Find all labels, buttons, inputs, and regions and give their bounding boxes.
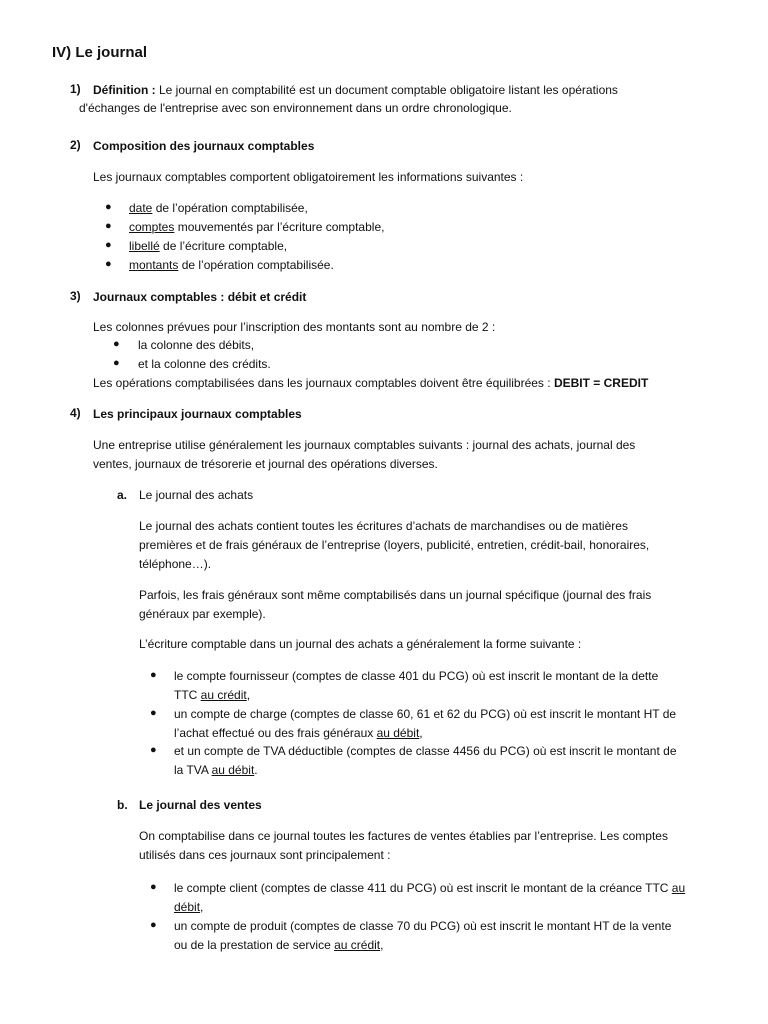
section-3-heading: Journaux comptables : débit et crédit	[93, 290, 307, 304]
section-3-closing: Les opérations comptabilisées dans les journaux comptables doivent être équilibrées : DEBIT = CREDIT	[93, 376, 649, 390]
subsection-b-heading: Le journal des ventes	[139, 798, 262, 812]
sales-bullet1-line1: le compte client (comptes de classe 411 du PCG) où est inscrit le montant de la créance TTC au	[174, 881, 686, 895]
purchases-bullet2-line2: l’achat effectué ou des frais généraux au débit,	[174, 726, 423, 740]
list-item: date de l’opération comptabilisée,	[129, 201, 308, 215]
page-title: IV) Le journal	[52, 44, 148, 61]
purchases-p1-line2: premières et de frais généraux de l’entreprise (loyers, publicité, entretien, crédit-bail, honoraires,	[139, 538, 650, 552]
purchases-bullet3-line2: la TVA au débit.	[174, 763, 258, 777]
bullet-icon: ●	[113, 338, 120, 350]
bullet-icon: ●	[150, 881, 157, 893]
purchases-bullet1-line1: le compte fournisseur (comptes de classe 401 du PCG) où est inscrit le montant de la dette	[174, 669, 659, 683]
purchases-p2-line2: généraux par exemple).	[139, 607, 266, 621]
purchases-p2-line1: Parfois, les frais généraux sont même comptabilisés dans un journal spécifique (journal des frais	[139, 588, 652, 602]
bullet-icon: ●	[105, 258, 112, 270]
sales-p1-line2: utilisés dans ces journaux sont principalement :	[139, 848, 391, 862]
list-item: comptes mouvementés par l’écriture comptable,	[129, 220, 385, 234]
section-4-intro-line1: Une entreprise utilise généralement les journaux comptables suivants : journal des achats, journal des	[93, 438, 636, 452]
definition-text-line2: d'échanges de l'entreprise avec son environnement dans un ordre chronologique.	[79, 101, 512, 115]
section-1-number: 1)	[70, 82, 81, 96]
section-4-number: 4)	[70, 406, 81, 420]
purchases-bullet3-line1: et un compte de TVA déductible (comptes de classe 4456 du PCG) où est inscrit le montant de	[174, 744, 677, 758]
subsection-b-letter: b.	[117, 798, 128, 812]
purchases-p1-line3: téléphone…).	[139, 557, 212, 571]
section-2-heading: Composition des journaux comptables	[93, 139, 315, 153]
bullet-icon: ●	[150, 919, 157, 931]
section-3-number: 3)	[70, 289, 81, 303]
bullet-icon: ●	[150, 707, 157, 719]
list-item: et la colonne des crédits.	[138, 357, 271, 371]
purchases-bullet2-line1: un compte de charge (comptes de classe 60, 61 et 62 du PCG) où est inscrit le montant HT de	[174, 707, 677, 721]
section-2-number: 2)	[70, 138, 81, 152]
sales-bullet1-line2: débit,	[174, 900, 204, 914]
bullet-icon: ●	[150, 669, 157, 681]
subsection-a-heading: Le journal des achats	[139, 488, 254, 502]
purchases-p1-line1: Le journal des achats contient toutes les écritures d’achats de marchandises ou de matières	[139, 519, 628, 533]
definition-label: Définition :	[93, 83, 156, 97]
sales-bullet2-line1: un compte de produit (comptes de classe 70 du PCG) où est inscrit le montant HT de la vente	[174, 919, 672, 933]
bullet-icon: ●	[105, 201, 112, 213]
section-3-intro: Les colonnes prévues pour l’inscription des montants sont au nombre de 2 :	[93, 320, 496, 334]
list-item: montants de l’opération comptabilisée.	[129, 258, 334, 272]
bullet-icon: ●	[105, 220, 112, 232]
subsection-a-letter: a.	[117, 488, 128, 502]
section-4-heading: Les principaux journaux comptables	[93, 407, 302, 421]
section-1-definition	[93, 81, 618, 99]
definition-text-line1: Le journal en comptabilité est un document comptable obligatoire listant les opérations	[155, 83, 618, 97]
purchases-bullet1-line2: TTC au crédit,	[174, 688, 251, 702]
section-2-intro: Les journaux comptables comportent obligatoirement les informations suivantes :	[93, 170, 524, 184]
purchases-p3: L’écriture comptable dans un journal des achats a généralement la forme suivante :	[139, 637, 582, 651]
bullet-icon: ●	[150, 744, 157, 756]
list-item: libellé de l’écriture comptable,	[129, 239, 288, 253]
section-4-intro-line2: ventes, journaux de trésorerie et journal des opérations diverses.	[93, 457, 438, 471]
list-item: la colonne des débits,	[138, 338, 255, 352]
bullet-icon: ●	[105, 239, 112, 251]
sales-p1-line1: On comptabilise dans ce journal toutes les factures de ventes établies par l’entreprise. Les comptes	[139, 829, 668, 843]
sales-bullet2-line2: ou de la prestation de service au crédit,	[174, 938, 384, 952]
bullet-icon: ●	[113, 357, 120, 369]
